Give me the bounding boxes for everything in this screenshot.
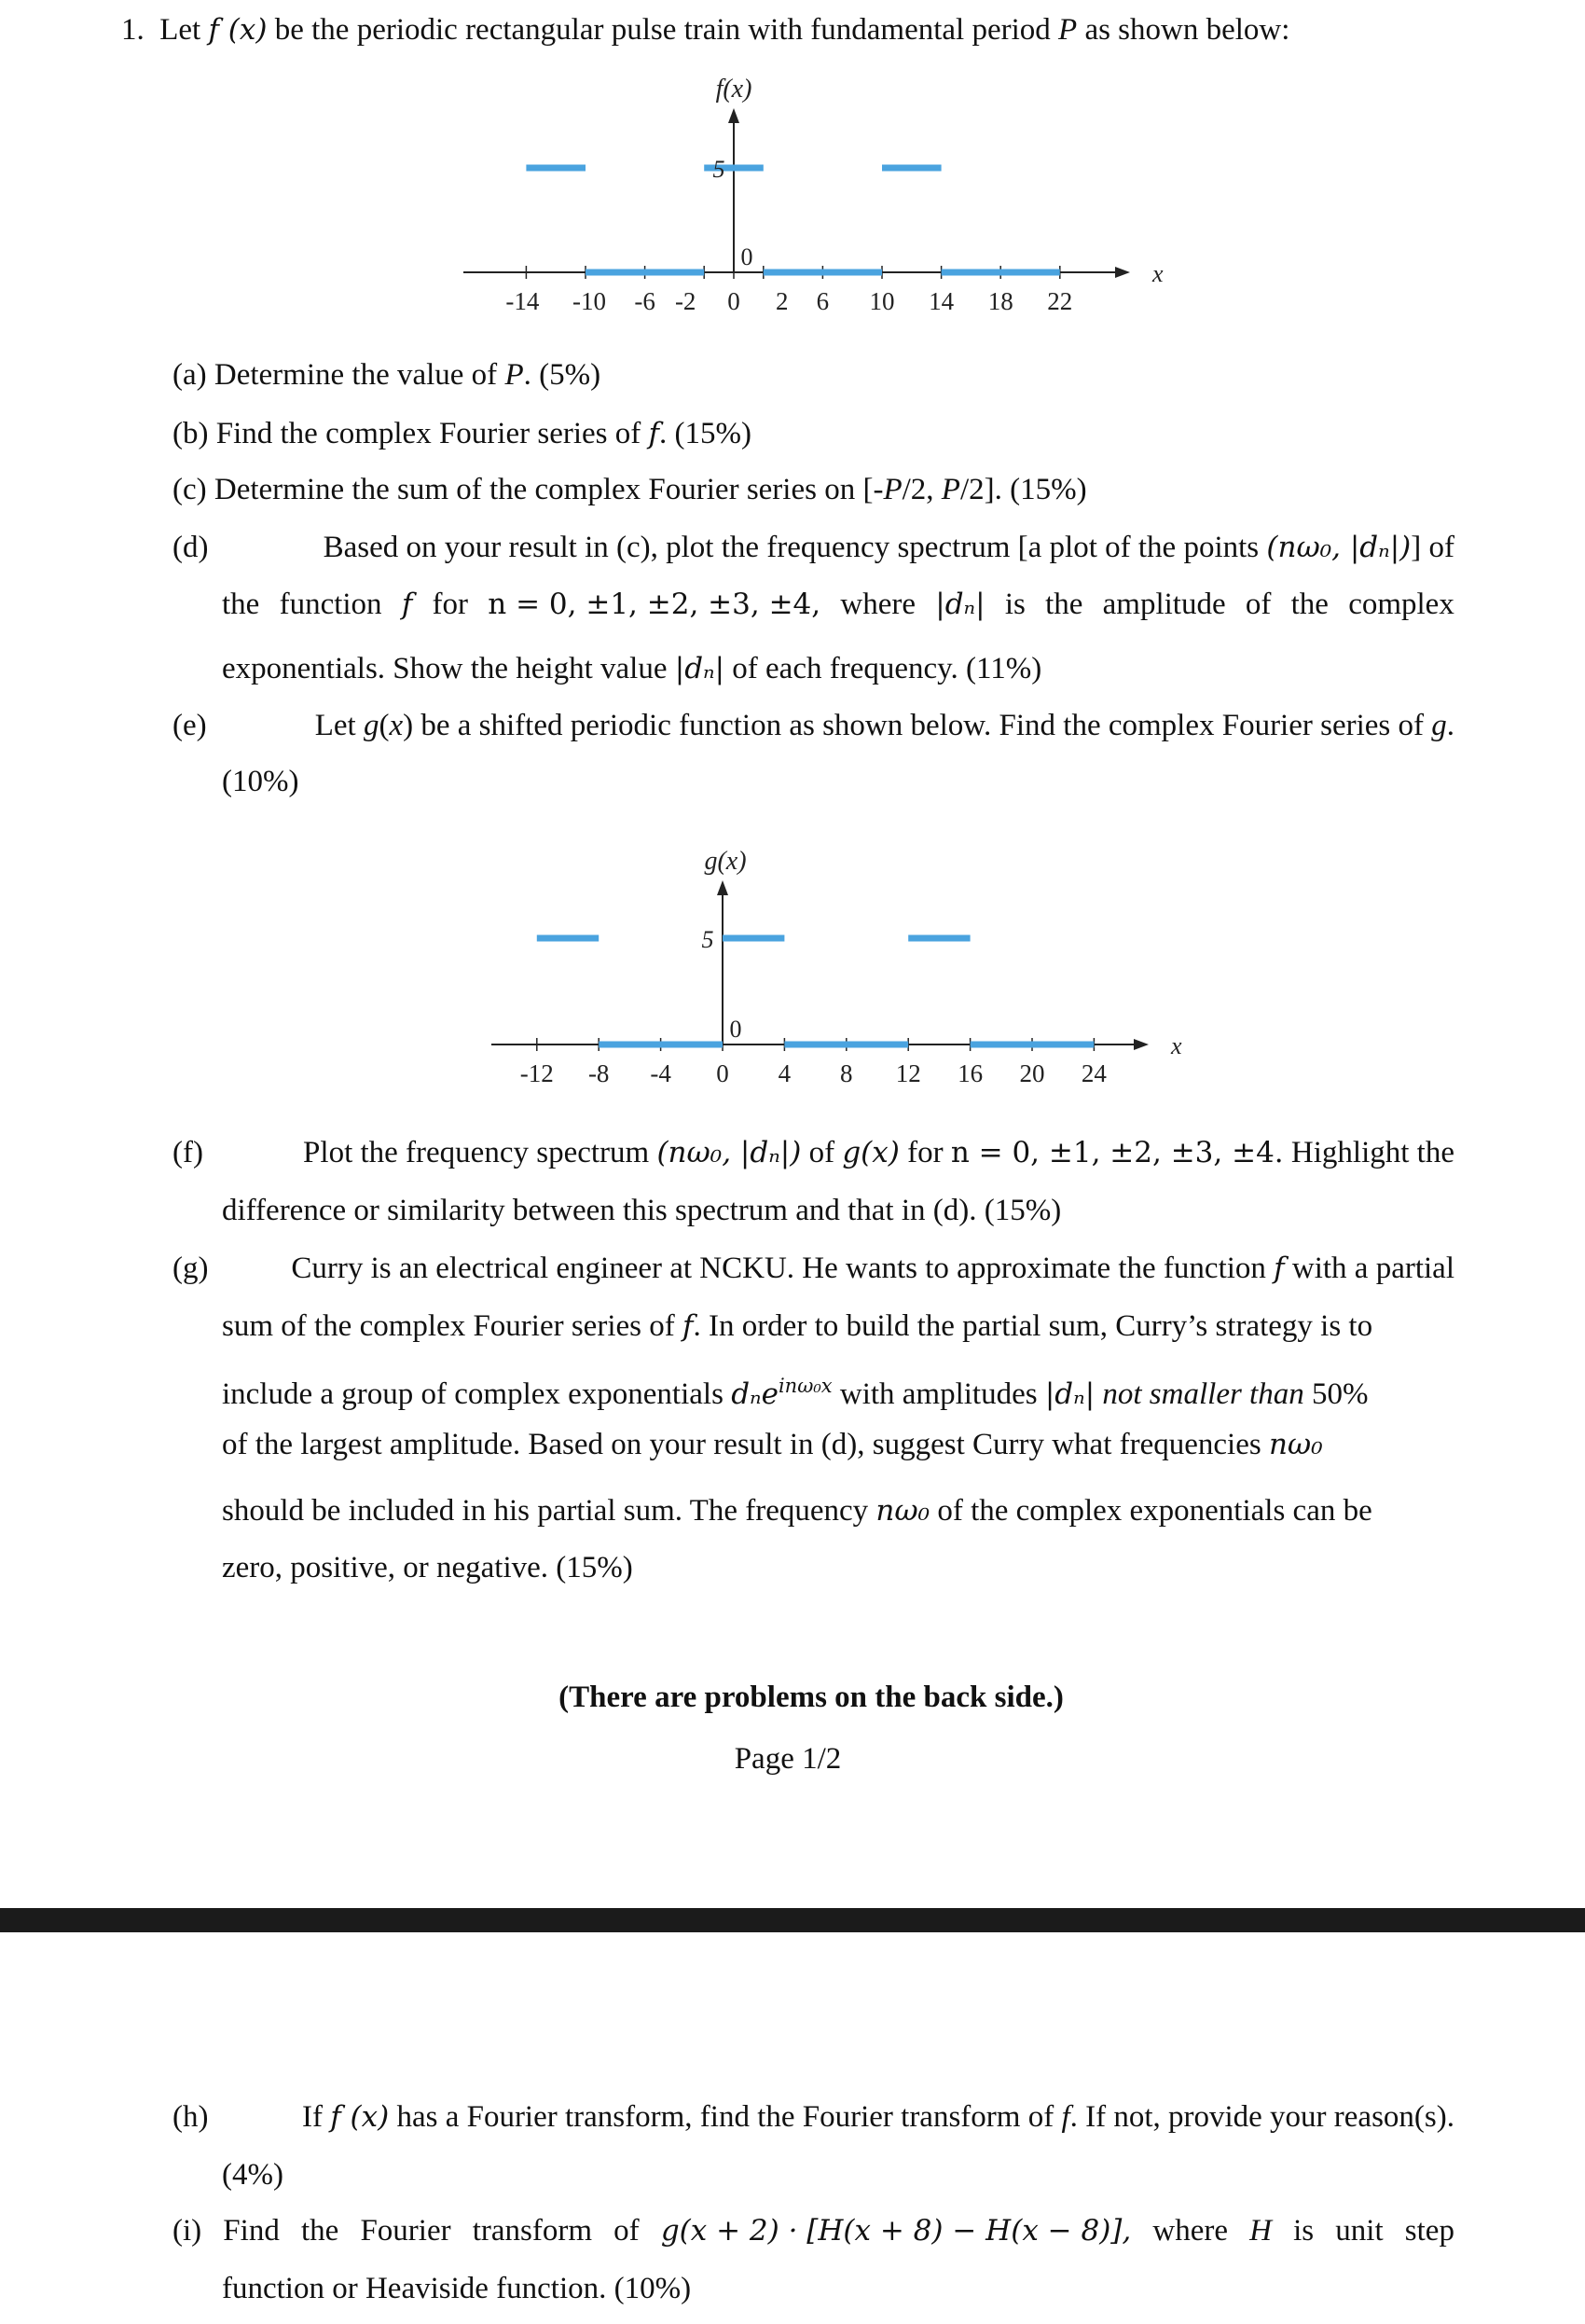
part-a (172, 356, 600, 394)
part-e-text: Let (314, 709, 364, 742)
part-g-exponent: inω₀x (778, 1375, 833, 1397)
part-d-line3 (222, 650, 1041, 687)
part-d-dn: |dₙ| (935, 588, 985, 621)
part-c-label: (c) (172, 473, 207, 506)
part-g-abs-dn: |dₙ| (1044, 1377, 1096, 1411)
part-i-word: where (1152, 2214, 1229, 2248)
y-axis-arrow (717, 880, 728, 895)
part-g-text: with a partial (1284, 1252, 1454, 1285)
y-axis-arrow (728, 108, 739, 123)
part-b-f: f (648, 417, 659, 450)
part-i-label: (i) (172, 2214, 202, 2248)
part-i-word: step (1404, 2214, 1454, 2248)
x-axis-arrow (1115, 267, 1130, 278)
part-h-text: has a Fourier transform, find the Fourier transform of (389, 2100, 1062, 2134)
part-e-line2: (10%) (222, 765, 299, 798)
x-tick-label: 0 (727, 287, 740, 315)
part-d-word: is (1004, 588, 1026, 621)
part-i-word: the (300, 2214, 339, 2248)
part-d-text-d: of each frequency. (11%) (724, 652, 1042, 685)
part-h-f: f (1061, 2100, 1070, 2134)
part-g-f: f (1274, 1252, 1285, 1285)
part-g-not-smaller: not smaller than (1102, 1377, 1304, 1411)
part-h-line2: (4%) (222, 2158, 283, 2192)
part-i-word: Fourier (360, 2214, 451, 2248)
part-g-text: include a group of complex exponentials (222, 1377, 732, 1411)
graph-g-pulse-train (0, 821, 1585, 1100)
part-g-e: e (761, 1377, 779, 1411)
part-c-mid: /2, (902, 473, 942, 506)
part-d-math-a: (nω₀, |dₙ|) (1266, 531, 1412, 564)
part-d-word: of (1245, 588, 1272, 621)
x-tick-label: -14 (505, 287, 540, 315)
part-d-dn2: |dₙ| (674, 652, 725, 685)
x-tick-label: 6 (816, 287, 830, 315)
back-side-note: (There are problems on the back side.) (558, 1681, 1064, 1714)
x-axis-label: x (1171, 1032, 1182, 1059)
x-tick-label: 4 (778, 1059, 792, 1087)
part-f-gx: g(x) (842, 1136, 900, 1169)
part-g-line5 (222, 1492, 1372, 1529)
part-c-end: /2]. (15%) (959, 473, 1087, 506)
part-f-label: (f) (172, 1136, 203, 1169)
part-b-end: . (15%) (658, 417, 751, 450)
x-tick-label: 8 (840, 1059, 853, 1087)
part-i-word: transform (472, 2214, 593, 2248)
problem-number: 1. (121, 13, 145, 47)
part-g-line1 (172, 1250, 1454, 1287)
part-f-n-values: n = 0, ±1, ±2, ±3, ±4. (950, 1136, 1284, 1169)
part-d-word: for (432, 588, 469, 621)
part-g-nw0-2: nω₀ (875, 1494, 930, 1528)
part-h-text: If (301, 2100, 331, 2134)
part-a-label: (a) (172, 358, 207, 392)
part-e-label: (e) (172, 709, 207, 742)
part-g-label: (g) (172, 1252, 209, 1285)
part-d-text-a: Based on your result in (c), plot the frequency spectrum [a plot of the points (323, 531, 1267, 564)
high-value-label: 5 (701, 926, 714, 953)
part-f-text: for (899, 1136, 951, 1169)
y-axis-label: g(x) (704, 847, 747, 876)
x-tick-label: 16 (958, 1059, 984, 1087)
exam-page-2 (0, 1932, 1585, 2324)
part-f-text: of (801, 1136, 843, 1169)
part-f-math: (nω₀, |dₙ|) (656, 1136, 802, 1169)
part-f-line1 (172, 1134, 1454, 1171)
part-g-text: of the complex exponentials can be (930, 1494, 1372, 1528)
part-i-word: unit (1335, 2214, 1384, 2248)
part-d-line1 (172, 529, 1454, 566)
part-h-fx: f (x) (330, 2100, 390, 2134)
intro-text-c: as shown below: (1077, 13, 1290, 47)
part-d-n-values: n = 0, ±1, ±2, ±3, ±4, (488, 588, 821, 621)
x-tick-label: 0 (716, 1059, 729, 1087)
x-tick-label: -4 (650, 1059, 671, 1087)
part-g-line6: zero, positive, or negative. (15%) (222, 1551, 633, 1584)
high-value-label: 5 (712, 156, 725, 183)
part-c-text: Determine the sum of the complex Fourier series on [- (214, 473, 884, 506)
part-e-g: g (363, 709, 379, 742)
part-g-text: of the largest amplitude. Based on your result in (d), suggest Curry what frequencies (222, 1428, 1269, 1461)
graph-f-pulse-train (0, 0, 1585, 336)
part-i-word: Find (223, 2214, 280, 2248)
part-g-nw0: nω₀ (1268, 1428, 1323, 1461)
part-e-text: ( (379, 709, 390, 742)
part-g-text: with amplitudes (832, 1377, 1045, 1411)
part-c-P1: P (883, 473, 903, 506)
part-d-word: the (1045, 588, 1083, 621)
part-g-line4 (222, 1426, 1323, 1463)
part-i-word: is (1293, 2214, 1315, 2248)
part-e-line1 (172, 707, 1454, 744)
part-h-line1 (172, 2098, 1454, 2136)
x-tick-label: 14 (929, 287, 955, 315)
part-a-P: P (504, 358, 524, 392)
zero-label: 0 (729, 1016, 742, 1043)
part-i-line2: function or Heaviside function. (10%) (222, 2272, 692, 2305)
zero-label: 0 (740, 243, 753, 270)
intro-text-a: Let (159, 13, 209, 47)
part-d-word: where (840, 588, 917, 621)
x-tick-label: 12 (895, 1059, 921, 1087)
x-tick-label: -6 (634, 287, 655, 315)
part-e-text: ) be a shifted periodic function as shown below. Find the complex Fourier series of (403, 709, 1432, 742)
x-tick-label: 2 (776, 287, 789, 315)
x-axis-label: x (1152, 260, 1164, 287)
part-i-line1 (172, 2212, 1454, 2249)
x-tick-label: 10 (869, 287, 895, 315)
part-d-word: the (1290, 588, 1329, 621)
part-d-line2 (222, 586, 1454, 623)
part-d-word: amplitude (1102, 588, 1226, 621)
part-d-label: (d) (172, 531, 209, 564)
intro-fx: f (x) (208, 13, 268, 47)
part-e-text: . (1446, 709, 1454, 742)
part-i-word: of (613, 2214, 640, 2248)
part-f-text: Highlight the (1283, 1136, 1454, 1169)
x-axis-arrow (1134, 1039, 1149, 1050)
part-b-label: (b) (172, 417, 209, 450)
part-g-text: Curry is an electrical engineer at NCKU. He wants to approximate the function (291, 1252, 1275, 1285)
part-c (172, 471, 1087, 508)
x-tick-label: -2 (674, 287, 696, 315)
part-f-line2: difference or similarity between this spectrum and that in (d). (15%) (222, 1194, 1062, 1227)
part-c-P2: P (941, 473, 960, 506)
part-g-line3 (222, 1367, 1368, 1413)
part-i-math: g(x + 2) · [H(x + 8) − H(x − 8)], (660, 2214, 1132, 2248)
part-g-text: 50% (1303, 1377, 1369, 1411)
part-g-line2 (222, 1307, 1372, 1345)
part-g-text: should be included in his partial sum. The frequency (222, 1494, 876, 1528)
intro-P: P (1058, 13, 1078, 47)
part-h-text: . If not, provide your reason(s). (1069, 2100, 1454, 2134)
part-a-end: . (5%) (523, 358, 601, 392)
part-e-x: x (389, 709, 404, 742)
x-tick-label: 18 (987, 287, 1013, 315)
part-b-text: Find the complex Fourier series of (215, 417, 649, 450)
part-g-f2: f (682, 1309, 694, 1343)
part-d-word: function (279, 588, 382, 621)
part-i-H: H (1249, 2214, 1272, 2248)
part-h-label: (h) (172, 2100, 209, 2134)
part-g-dn: dₙ (731, 1377, 762, 1411)
intro-text-b: be the periodic rectangular pulse train with fundamental period (267, 13, 1059, 47)
page-number: Page 1/2 (734, 1742, 842, 1776)
part-d-word: complex (1348, 588, 1454, 621)
x-tick-label: -12 (519, 1059, 554, 1087)
x-tick-label: -10 (572, 287, 606, 315)
page-divider (0, 1908, 1585, 1932)
part-e-g2: g (1431, 709, 1447, 742)
x-tick-label: 22 (1047, 287, 1073, 315)
part-d-text-c: exponentials. Show the height value (222, 652, 675, 685)
x-tick-label: 20 (1019, 1059, 1045, 1087)
part-d-f: f (401, 588, 413, 621)
x-tick-label: -8 (587, 1059, 610, 1087)
x-tick-label: 24 (1081, 1059, 1107, 1087)
part-a-text: Determine the value of (214, 358, 505, 392)
y-axis-label: f(x) (715, 75, 752, 104)
part-g-text: sum of the complex Fourier series of (222, 1309, 682, 1343)
part-g-text: . In order to build the partial sum, Curry’s strategy is to (693, 1309, 1373, 1343)
part-b (172, 415, 751, 452)
part-d-word: the (222, 588, 260, 621)
part-d-text-b: ] of (1411, 531, 1454, 564)
part-f-text: Plot the frequency spectrum (303, 1136, 657, 1169)
